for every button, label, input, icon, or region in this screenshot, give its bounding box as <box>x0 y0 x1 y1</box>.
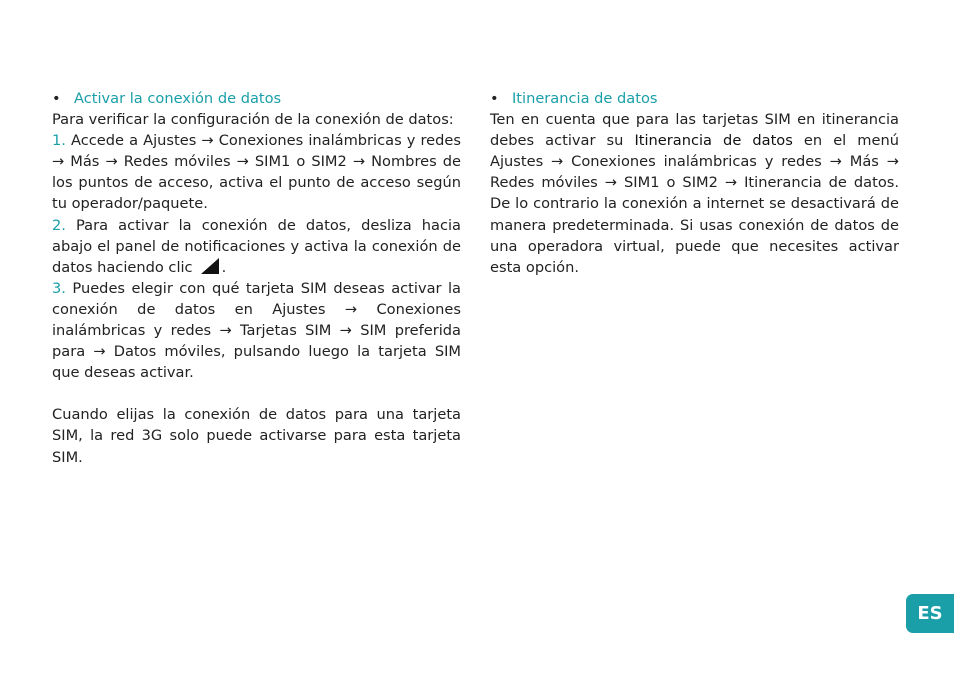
step-number: 2. <box>52 216 66 234</box>
section-heading-roaming <box>490 88 899 109</box>
step-text: Accede a Ajustes → Conexiones inalámbricas y redes → Más → Redes móviles → SIM1 o SIM2 → Nombres de los puntos de acceso, activa el punto de acceso según tu operador/paquete. <box>52 132 461 213</box>
step-number: 3. <box>52 279 66 297</box>
intro-paragraph: Para verificar la configuración de la conexión de datos: <box>52 111 454 129</box>
step-1 <box>52 130 461 214</box>
language-tab: ES <box>906 594 954 633</box>
step-text: Para activar la conexión de datos, desliza hacia abajo el panel de notificaciones y activa la conexión de datos haciendo clic <box>52 216 461 276</box>
step-number: 1. <box>52 132 66 150</box>
roaming-text-end: en el menú Ajustes → Conexiones inalámbricas y redes → Más → Redes móviles → SIM1 o SIM2 → Itinerancia de datos. De lo contrario la conexión a internet se desactivará de manera predeterminada. Si usas conexión de datos de una operadora virtual, puede que necesites activar esta opción. <box>490 132 899 276</box>
step-text: Puedes elegir con qué tarjeta SIM deseas activar la conexión de datos en Ajustes → Conexiones inalámbricas y redes → Tarjetas SIM → SIM preferida para → Datos móviles, pulsando luego la tarjeta SIM que deseas activar. <box>52 279 461 382</box>
step-text-end: . <box>221 258 227 276</box>
bullet: • <box>52 90 61 107</box>
note-paragraph: Cuando elijas la conexión de datos para una tarjeta SIM, la red 3G solo puede activarse para esta tarjeta SIM. <box>52 406 461 466</box>
section-heading-data-connection <box>52 88 461 109</box>
roaming-text-start: Ten en cuenta que para las tarjetas SIM en itinerancia debes activar su <box>490 111 899 150</box>
bullet: • <box>490 90 499 107</box>
spacer <box>52 383 461 404</box>
step-3 <box>52 278 461 383</box>
roaming-paragraph <box>490 109 899 278</box>
signal-icon <box>201 258 219 274</box>
heading-text: Itinerancia de datos <box>512 90 658 107</box>
right-column <box>490 88 899 278</box>
left-column <box>52 88 461 468</box>
step-2 <box>52 215 461 278</box>
roaming-setting-name: Itinerancia de datos <box>634 132 793 150</box>
heading-text: Activar la conexión de datos <box>74 90 282 107</box>
